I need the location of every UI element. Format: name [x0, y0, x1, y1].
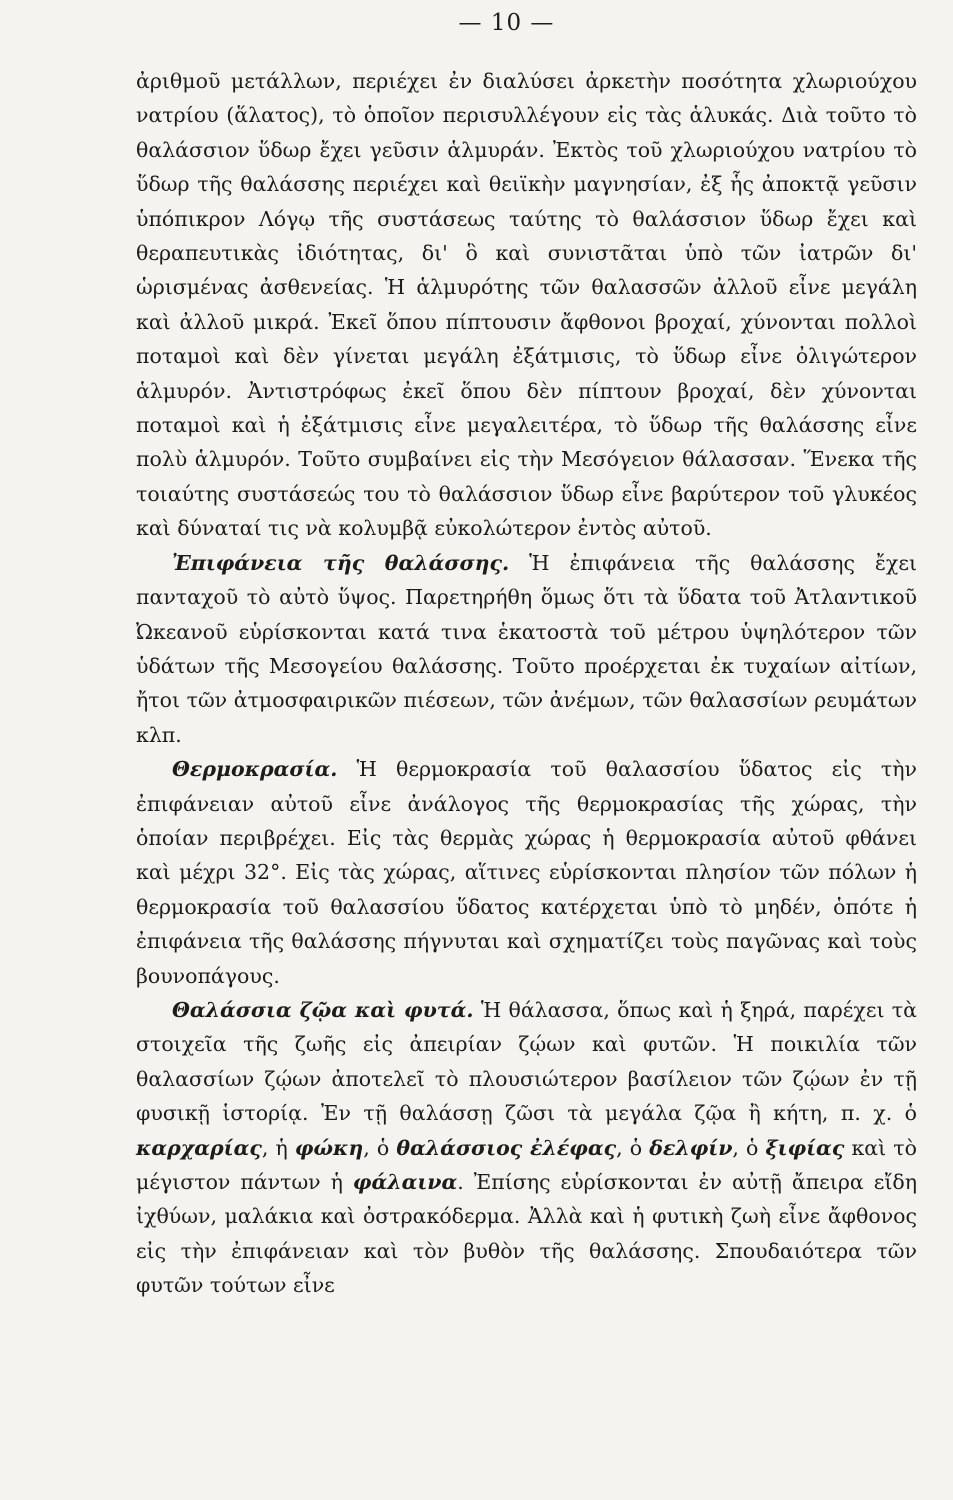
paragraph-sea-surface [136, 546, 917, 752]
section-heading-surface: Ἐπιφάνεια τῆς θαλάσσης. [172, 550, 510, 575]
paragraph-text: ἀριθμοῦ μετάλλων, περιέχει ἐν διαλύσει ἀρκετὴν ποσότητα χλωριούχου νατρίου (ἅλατος), τὸ ὁποῖον περισυλλέγουν εἰς τὰς ἁλυκάς. Διὰ τοῦτο τὸ θαλάσσιον ὕδωρ ἔχει γεῦσιν ἁλμυράν. Ἐκτὸς τοῦ χλωριούχου νατρίου τὸ ὕδωρ τῆς θαλάσσης περιέχει καὶ θειϊκὴν μαγνησίαν, ἐξ ἧς ἀποκτᾷ γεῦσιν ὑπόπικρον Λόγῳ τῆς συστάσεως ταύτης τὸ θαλάσσιον ὕδωρ ἔχει καὶ θεραπευτικὰς ἰδιότητας, δι' ὃ καὶ συνιστᾶται ὑπὸ τῶν ἰατρῶν δι' ὡρισμένας ἀσθενείας. Ἡ ἁλμυρότης τῶν θαλασσῶν ἀλλοῦ εἶνε μεγάλη καὶ ἀλλοῦ μικρά. Ἐκεῖ ὅπου πίπτουσιν ἄφθονοι βροχαί, χύνονται πολλοὶ ποταμοὶ καὶ δὲν γίνεται μεγάλη ἐξάτμισις, τὸ ὕδωρ εἶνε ὀλιγώτερον ἁλμυρόν. Ἀντιστρόφως ἐκεῖ ὅπου δὲν πίπτουν βροχαί, δὲν χύνονται ποταμοὶ καὶ ἡ ἐξάτμισις εἶνε μεγαλειτέρα, τὸ ὕδωρ τῆς θαλάσσης εἶνε πολὺ ἁλμυρόν. Τοῦτο συμβαίνει εἰς τὴν Μεσόγειον θάλασσαν. Ἕνεκα τῆς τοιαύτης συστάσεώς του τὸ θαλάσσιον ὕδωρ εἶνε βαρύτερον τοῦ γλυκέος καὶ δύναταί τις νὰ κολυμβᾷ εὐκολώτερον ἐντὸς αὐτοῦ. [136, 69, 917, 541]
term-seal: φώκη [294, 1135, 364, 1160]
term-shark: καρχαρίας [136, 1135, 262, 1160]
paragraph-text: καὶ τὸ μέγιστον πάντων ἡ [136, 1135, 917, 1194]
paragraph-temperature [136, 752, 917, 993]
section-heading-temperature: Θερμοκρασία. [172, 757, 338, 782]
paragraph-text: , ἡ [261, 1135, 295, 1160]
term-elephant-seal: θαλάσσιος ἐλέφας [396, 1135, 617, 1160]
term-dolphin: δελφίν [649, 1135, 733, 1160]
term-swordfish: ξιφίας [765, 1135, 845, 1160]
paragraph-text: , ὁ [732, 1135, 766, 1160]
paragraph-text: , ὁ [363, 1135, 397, 1160]
paragraph-text: Ἡ θερμοκρασία τοῦ θαλασσίου ὕδατος εἰς τὴν ἐπιφάνειαν αὐτοῦ εἶνε ἀνάλογος τῆς θερμοκρασίας τῆς χώρας, τὴν ὁποίαν περιβρέχει. Εἰς τὰς θερμὰς χώρας ἡ θερμοκρασία αὐτοῦ φθάνει καὶ μέχρι 32°. Εἰς τὰς χώρας, αἵτινες εὑρίσκονται πλησίον τῶν πόλων ἡ θερμοκρασία τοῦ θαλασσίου ὕδατος κατέρχεται ὑπὸ τὸ μηδέν, ὁπότε ἡ ἐπιφάνεια τῆς θαλάσσης πήγνυται καὶ σχηματίζει τοὺς παγῶνας καὶ τοὺς βουνοπάγους. [136, 757, 917, 988]
paragraph-text: Ἡ ἐπιφάνεια τῆς θαλάσσης ἔχει πανταχοῦ τὸ αὐτὸ ὕψος. Παρετηρήθη ὅμως ὅτι τὰ ὕδατα τοῦ Ἀτλαντικοῦ Ὠκεανοῦ εὑρίσκονται κατά τινα ἑκατοστὰ τοῦ μέτρου ὑψηλότερον τῶν ὑδάτων τῆς Μεσογείου θαλάσσης. Τοῦτο προέρχεται ἐκ τυχαίων αἰτίων, ἤτοι τῶν ἀτμοσφαιρικῶν πιέσεων, τῶν ἀνέμων, τῶν θαλασσίων ρευμάτων κλπ. [136, 550, 917, 747]
paragraph-text: . Ἐπίσης εὑρίσκονται ἐν αὐτῇ ἄπειρα εἴδη ἰχθύων, μαλάκια καὶ ὀστρακόδερμα. Ἀλλὰ καὶ ἡ φυτικὴ ζωὴ εἶνε ἄφθονος εἰς τὴν ἐπιφάνειαν καὶ τὸν βυθὸν τῆς θαλάσσης. Σπουδαιότερα τῶν φυτῶν τούτων εἶνε [136, 1170, 917, 1298]
paragraph-salinity [136, 64, 917, 546]
paragraph-text: Ἡ θάλασσα, ὅπως καὶ ἡ ξηρά, παρέχει τὰ στοιχεῖα τῆς ζωῆς εἰς ἀπειρίαν ζῴων καὶ φυτῶν. Ἡ ποικιλία τῶν θαλασσίων ζῴων ἀποτελεῖ τὸ πλουσιώτερον βασίλειον τῶν ζῴων ἐν τῇ φυσικῇ ἱστορίᾳ. Ἐν τῇ θαλάσσῃ ζῶσι τὰ μεγάλα ζῷα ἢ κήτη, π. χ. ὁ [136, 997, 917, 1126]
page-number: — 10 — [458, 10, 555, 36]
paragraph-marine-life [136, 993, 917, 1303]
term-whale: φάλαινα [352, 1170, 458, 1194]
paragraph-text: , ὁ [616, 1135, 650, 1160]
body-text [136, 64, 917, 1303]
section-heading-marine-life: Θαλάσσια ζῷα καὶ φυτά. [172, 997, 474, 1022]
